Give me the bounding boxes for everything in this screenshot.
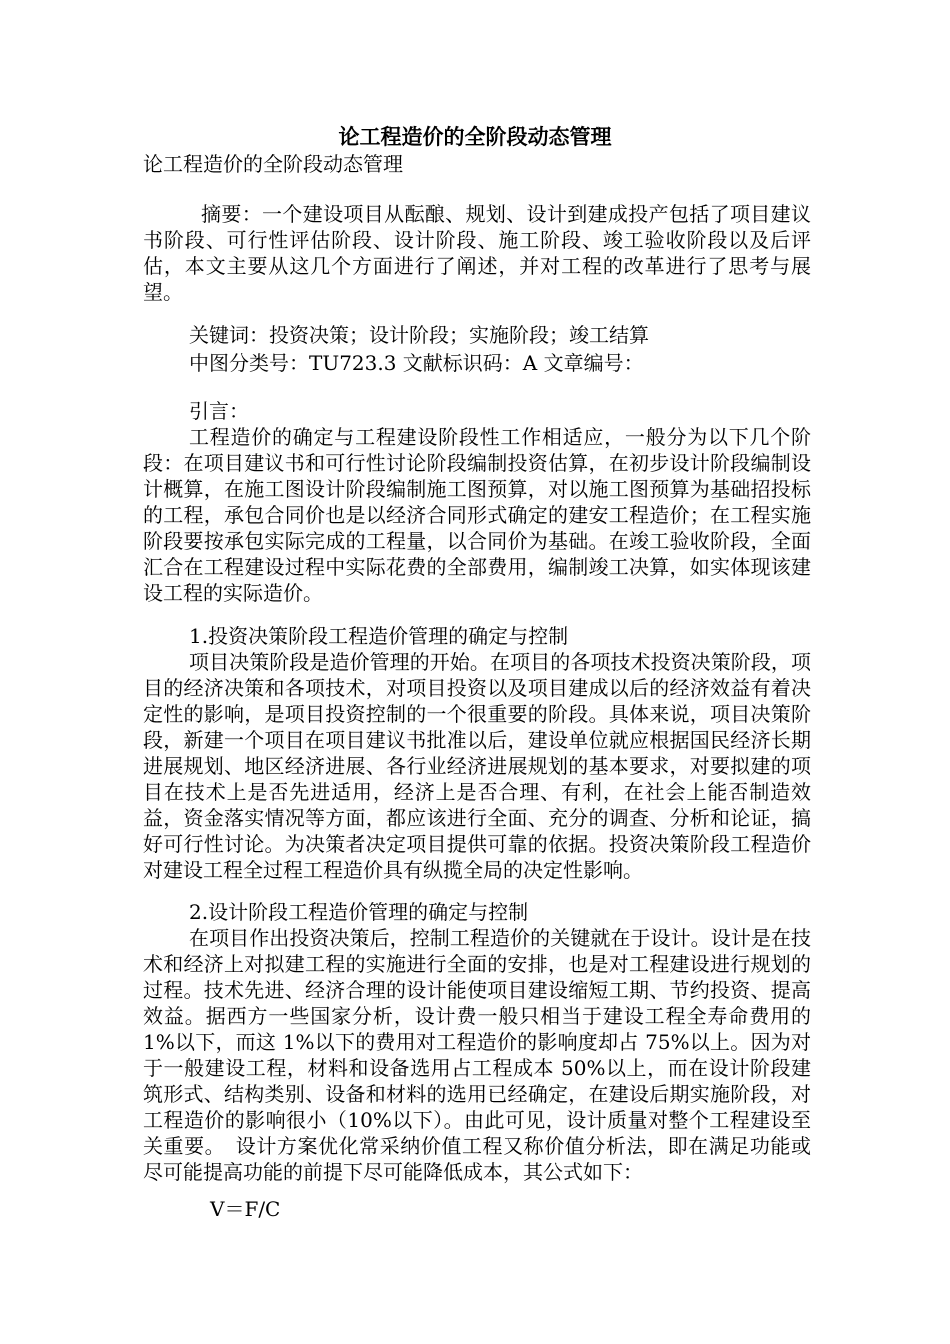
classification-line: 中图分类号：TU723.3 文献标识码：A 文章编号： xyxy=(189,351,644,375)
keywords-line: 关键词：投资决策；设计阶段；实施阶段；竣工结算 xyxy=(189,323,649,347)
abstract-paragraph: 摘要：一个建设项目从酝酿、规划、设计到建成投产包括了项目建议书阶段、可行性评估阶段、设计阶段、施工阶段、竣工验收阶段以及后评估，本文主要从这几个方面进行了阐述，并对工程的改革进行了思考与展望。 xyxy=(143,202,811,304)
intro-heading: 引言： xyxy=(189,399,249,423)
document-title: 论工程造价的全阶段动态管理 xyxy=(338,124,612,149)
section2-paragraph: 在项目作出投资决策后，控制工程造价的关键就在于设计。设计是在技术和经济上对拟建工程的实施进行全面的安排，也是对工程建设进行规划的过程。技术先进、经济合理的设计能使项目建设缩短工期、节约投资、提高效益。据西方一些国家分析，设计费一般只相当于建设工程全寿命费用的 1%以下，而这 1%以下的费用对工程造价的影响度却占 75%以上。因为对于一般建设工程，材料和设备选用占工程成本 50%以上，而在设计阶段建筑形式、结构类别、设备和材料的选用已经确定，在建设后期实施阶段，对工程造价的影响很小（10%以下）。由此可见，设计质量对整个工程建设至关重要。 设计方案优化常采纳价值工程又称价值分析法，即在满足功能或尽可能提高功能的前提下尽可能降低成本，其公式如下： xyxy=(143,926,811,1184)
section2-heading: 2.设计阶段工程造价管理的确定与控制 xyxy=(189,900,529,924)
intro-paragraph: 工程造价的确定与工程建设阶段性工作相适应，一般分为以下几个阶段：在项目建议书和可行性讨论阶段编制投资估算，在初步设计阶段编制设计概算，在施工图设计阶段编制施工图预算，对以施工图预算为基础招投标的工程，承包合同价也是以经济合同形式确定的建安工程造价；在工程实施阶段要按承包实际完成的工程量，以合同价为基础。在竣工验收阶段，全面汇合在工程建设过程中实际花费的全部费用，编制竣工决算，如实体现该建设工程的实际造价。 xyxy=(143,425,811,605)
section1-heading: 1.投资决策阶段工程造价管理的确定与控制 xyxy=(189,624,569,648)
document-subtitle: 论工程造价的全阶段动态管理 xyxy=(143,152,403,176)
section1-paragraph: 项目决策阶段是造价管理的开始。在项目的各项技术投资决策阶段，项目的经济决策和各项技术，对项目投资以及项目建成以后的经济效益有着决定性的影响，是项目投资控制的一个很重要的阶段。具体来说，项目决策阶段，新建一个项目在项目建议书批准以后，建设单位就应根据国民经济长期进展规划、地区经济进展、各行业经济进展规划的基本要求，对要拟建的项目在技术上是否先进适用，经济上是否合理、有利，在社会上能否制造效益，资金落实情况等方面，都应该进行全面、充分的调查、分析和论证，搞好可行性讨论。为决策者决定项目提供可靠的依据。投资决策阶段工程造价对建设工程全过程工程造价具有纵揽全局的决定性影响。 xyxy=(143,650,811,882)
value-formula: V＝F/C xyxy=(210,1197,281,1221)
